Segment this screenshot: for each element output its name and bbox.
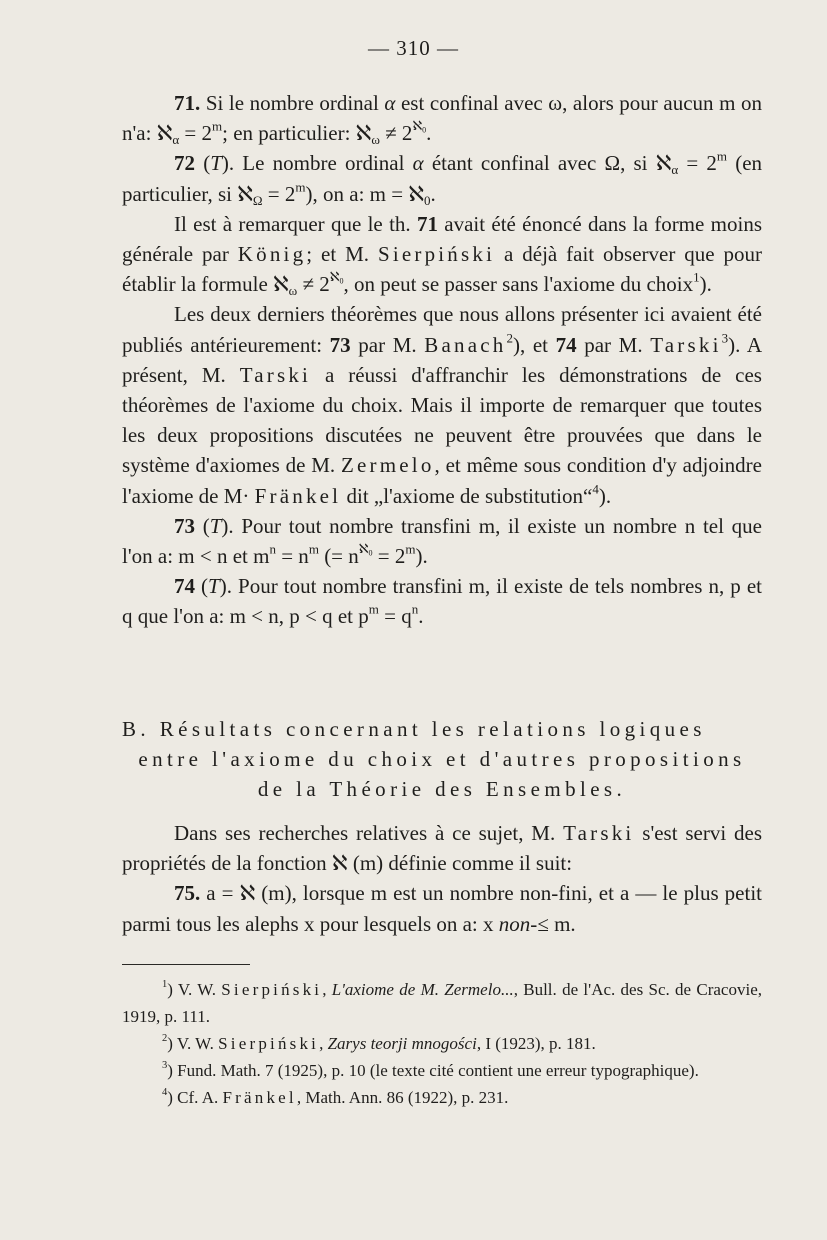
footnotes [122, 976, 762, 1111]
footnote-2: $^2$) V. W. Sierpiński, Zarys teorji mnogości, I (1923), p. 181. [162, 1033, 596, 1053]
theorem-74: 74 (T). Pour tout nombre transfini m, il existe de tels nombres n, p et q que l'on a: m < n, p < q et $p^m = q^n$. [122, 574, 762, 629]
tarski-paragraph: Dans ses recherches relatives à ce sujet, M. Tarski s'est servi des propriétés de la fonction ℵ (m) définie comme il suit: [122, 821, 763, 876]
footnote-1: $^1$) V. W. Sierpiński, L'axiome de M. Zermelo..., Bull. de l'Ac. des Sc. de Cracovie, 1919, p. 111. [122, 979, 762, 1026]
footnote-3: $^3$) Fund. Math. 7 (1925), p. 10 (le texte cité contient une erreur typographique). [162, 1060, 699, 1080]
section-b-heading [122, 714, 762, 804]
intro-paragraph: Les deux derniers théorèmes que nous allons présenter ici avaient été publiés antérieurement: 73 par M. Banach$^2$), et 74 par M. Tarski$^3$). A présent, M. Tarski a réussi d'affranchir les démonstrations de ces théorèmes de l'axiome du choix. Mais il importe de remarquer que toutes les deux propositions discutées ne peuvent être prouvées que dans le système d'axiomes de M. Zermelo, et même sous condition d'y adjoindre l'axiome de M· Fränkel dit „l'axiome de substitution“$^4$). [122, 302, 762, 508]
section-b-line-1: B. Résultats concernant les relations logiques [122, 717, 706, 741]
theorem-71-number: 71. [174, 91, 201, 115]
footnote-rule [122, 964, 250, 965]
footnote-4: $^4$) Cf. A. Fränkel, Math. Ann. 86 (1922), p. 231. [162, 1087, 509, 1107]
theorem-72-tag: (T). [203, 151, 235, 176]
section-b-text [122, 818, 762, 939]
theorem-71: 71. Si le nombre ordinal α est confinal avec ω, alors pour aucun m on n'a: ℵ$_\alpha$ = $2^m$; en particulier: ℵ$_\omega$ ≠ $2^{ℵ_0}$. [122, 91, 762, 148]
definition-75: 75. a = ℵ (m), lorsque m est un nombre non-fini, et a — le plus petit parmi tous les alephs x pour lesquels on a: x non-≤ m. [122, 881, 762, 936]
section-b-line-3: de la Théorie des Ensembles. [257, 777, 627, 801]
theorem-72-number: 72 [174, 151, 195, 176]
main-text-block [122, 88, 762, 632]
theorem-73-number: 73 [174, 513, 195, 538]
page-number: — 310 — [368, 36, 459, 60]
theorem-73: 73 (T). Pour tout nombre transfini m, il existe un nombre n tel que l'on a: m < n et $m^n = n^m$ (= $n^{ℵ_0} = 2^m$). [122, 513, 762, 569]
definition-75-number: 75. [174, 881, 201, 906]
section-b-line-2: entre l'axiome du choix et d'autres propositions [138, 747, 746, 771]
theorem-72: 72 (T). Le nombre ordinal α étant confinal avec Ω, si ℵ$_\alpha$ = $2^m$ (en particulier, si ℵ$_\Omega$ = $2^m$), on a: m = ℵ$_0$. [122, 148, 763, 208]
theorem-74-number: 74 [174, 574, 195, 599]
remark-paragraph: Il est à remarquer que le th. 71 avait été énoncé dans la forme moins générale par König; et M. Sierpiński a déjà fait observer que pour établir la formule ℵ$_\omega$ ≠ $2^{ℵ_0}$, on peut se passer sans l'axiome du choix$^1$). [122, 211, 762, 299]
